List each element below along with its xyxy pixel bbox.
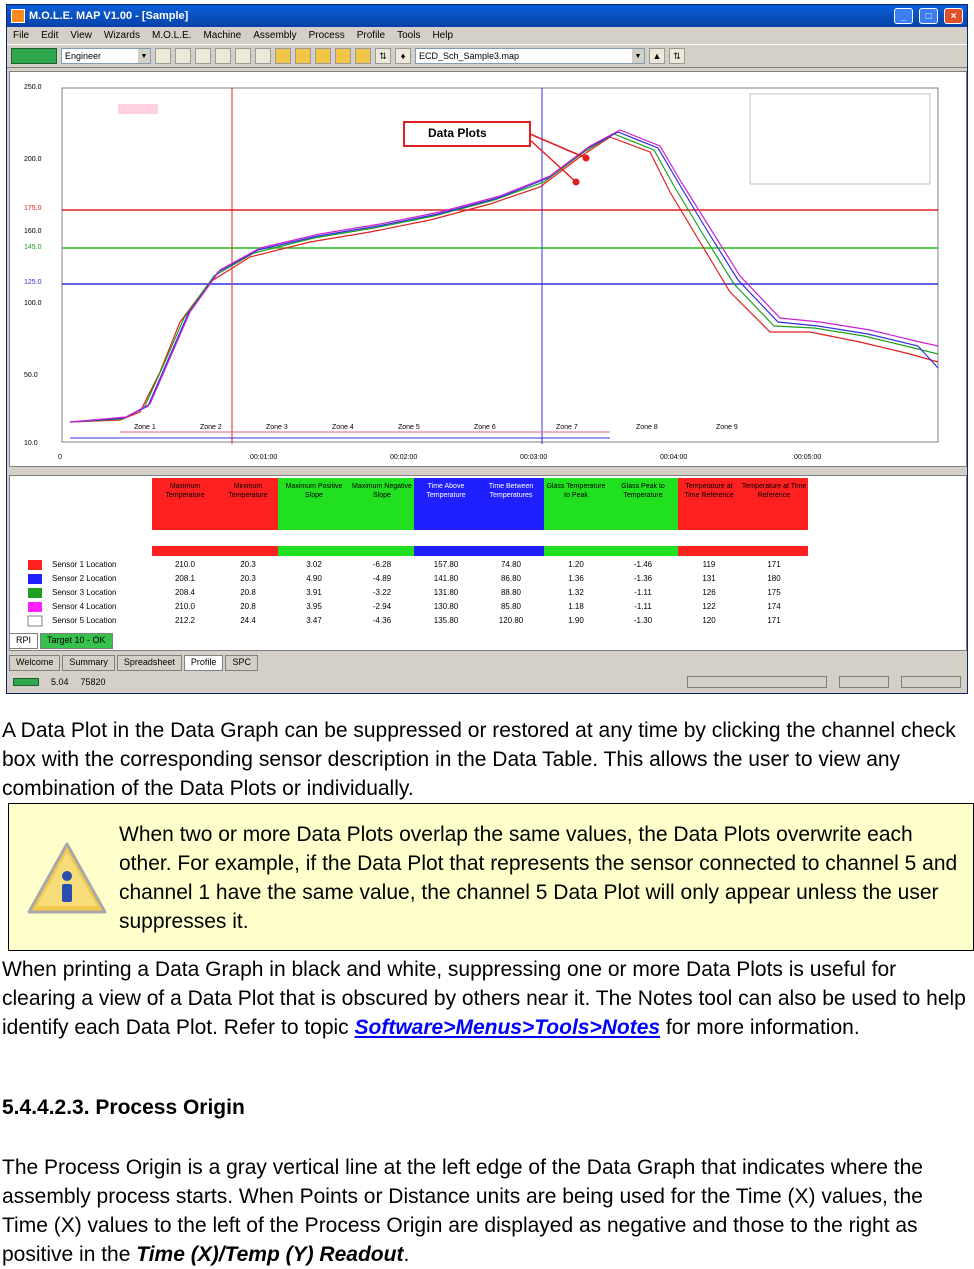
table-row[interactable] [52,560,117,569]
nav-sort-icon[interactable]: ⇅ [669,48,685,64]
table-cell: 208.1 [174,574,196,583]
status-value: 75820 [80,677,106,687]
menu-tools[interactable]: Tools [397,30,421,41]
x-tick-4: 00:04:00 [660,454,688,461]
table-cell: 131.80 [433,588,459,597]
y-tick-175: 175.0 [24,205,42,212]
title-bar [7,5,967,27]
paragraph-printing-end: for more information. [660,1016,860,1039]
table-icon[interactable] [335,48,351,64]
login-button[interactable] [11,48,57,64]
menu-help[interactable]: Help [432,30,454,41]
table-cell: 119 [702,560,716,569]
table-cell: -6.28 [372,560,392,569]
column-header[interactable]: Maximum Positive Slope [285,483,343,499]
row-label: Sensor 4 Location [52,602,117,611]
table-cell: 3.91 [306,588,322,597]
table-cell: 180 [767,574,781,583]
y-tick-250: 250.0 [24,84,42,91]
table-cell: 174 [767,602,781,611]
section-heading: 5.4.4.2.3. Process Origin [2,1096,245,1119]
status-bar [9,673,967,691]
paragraph-process-origin [2,1153,974,1269]
table-cell: 120 [702,616,716,625]
table-cell: 20.3 [240,560,256,569]
zone-7-label: Zone 7 [556,424,578,431]
table-cell: -1.11 [634,588,652,597]
chart-icon[interactable] [315,48,331,64]
zone-3-label: Zone 3 [266,424,288,431]
info-note [8,803,974,951]
zone-2-label: Zone 2 [200,424,222,431]
data-table[interactable] [9,475,967,651]
minimize-button[interactable]: _ [894,8,913,24]
y-tick-200: 200.0 [24,156,42,163]
pin-icon[interactable]: ♦ [395,48,411,64]
row-label: Sensor 3 Location [52,588,117,597]
print-icon[interactable] [215,48,231,64]
menu-assembly[interactable]: Assembly [253,30,297,41]
table-cell: 3.95 [306,602,322,611]
table-cell: 120.80 [498,616,524,625]
table-cell: -2.94 [372,602,392,611]
table-cell: 171 [767,616,781,625]
notes-topic-link[interactable]: Software>Menus>Tools>Notes [354,1016,661,1039]
menu-file[interactable]: File [13,30,30,41]
table-cell: 1.20 [568,560,584,569]
settings-icon[interactable] [355,48,371,64]
table-cell: 210.0 [174,560,196,569]
tab-target[interactable]: Target 10 - OK [40,633,113,649]
tab-welcome[interactable]: Welcome [9,655,60,671]
table-cell: 122 [702,602,716,611]
folder-icon[interactable] [275,48,291,64]
column-header[interactable]: Maximum Negative Slope [352,483,412,499]
paragraph-data-plot: A Data Plot in the Data Graph can be suppressed or restored at any time by clicking the channel check box with the corresponding sensor description in the Data Table. This allows the user to view any combination of the Data Plots or individually. [2,719,956,800]
table-cell: 171 [767,560,781,569]
notes-icon[interactable] [295,48,311,64]
menu-process[interactable]: Process [308,30,345,41]
zoom-in-icon[interactable] [235,48,251,64]
table-cell: 1.18 [568,602,584,611]
paragraph-printing [2,955,974,1042]
app-screenshot [6,4,968,694]
paragraph-origin-end: . [403,1243,410,1266]
tab-spc[interactable]: SPC [225,655,258,671]
status-panel-2 [839,676,889,688]
row-label: Sensor 5 Location [52,616,117,625]
table-cell: 175 [767,588,781,597]
info-icon [25,840,109,916]
chevron-down-icon: ▼ [138,49,150,63]
table-cell: 141.80 [433,574,459,583]
x-tick-0: 0 [58,454,62,461]
paragraph-printing-text: When printing a Data Graph in black and white, suppressing one or more Data Plots is useful for clearing a view of a Data Plot that is obscured by others near it. The Notes tool can also be used to help identify each Data Plot. Refer to topic [2,958,966,1039]
column-header[interactable]: Time Between Temperatures [488,483,534,499]
menu-view[interactable]: View [70,30,92,41]
table-cell: -4.36 [372,616,392,625]
table-cell: 208.4 [174,588,196,597]
table-cell: 1.36 [568,574,584,583]
tab-profile[interactable]: Profile [184,655,224,671]
zone-1-label: Zone 1 [134,424,156,431]
table-cell: 131 [702,574,716,583]
menu-mole[interactable]: M.O.L.E. [151,30,192,41]
y-tick-145: 145.0 [24,244,42,251]
data-graph[interactable] [9,71,967,467]
row-label: Sensor 1 Location [52,560,117,569]
y-tick-50: 50.0 [24,372,38,379]
chevron-down-icon: ▼ [632,49,644,63]
zone-8-label: Zone 8 [636,424,658,431]
table-cell: 20.3 [240,574,256,583]
y-tick-100: 100.0 [24,300,42,307]
table-cell: 4.90 [306,574,322,583]
table-cell: 130.80 [433,602,459,611]
status-panel [687,676,827,688]
data-graph-canvas [10,72,968,468]
lower-tabs [9,633,113,649]
x-tick-3: 00:03:00 [520,454,548,461]
status-panel-3 [901,676,961,688]
menu-bar [7,27,967,44]
y-tick-10: 10.0 [24,440,38,447]
note-text: When two or more Data Plots overlap the same values, the Data Plots overwrite each other. For example, if the Data Plot that represents the sensor connected to channel 5 and channel 1 have the same value, the channel 5 Data Plot will only appear unless the user suppresses it. [119,823,958,933]
table-row[interactable] [52,588,117,597]
user-select-value: Engineer [65,51,102,61]
table-cell: -1.11 [634,602,652,611]
table-row[interactable] [52,574,117,583]
x-tick-2: 00:02:00 [390,454,418,461]
save-icon[interactable] [195,48,211,64]
column-header[interactable]: Temperature at Time Reference [684,483,734,499]
tab-rpi[interactable]: RPI [9,633,38,649]
table-cell: 3.02 [306,560,322,569]
table-cell: 212.2 [174,616,196,625]
status-indicator [13,678,39,686]
table-row[interactable] [52,602,117,611]
menu-wizards[interactable]: Wizards [103,30,140,41]
window-title: M.O.L.E. MAP V1.00 - [Sample] [29,10,189,22]
zoom-out-icon[interactable] [255,48,271,64]
maximize-button[interactable]: □ [919,8,938,24]
y-tick-160: 160.0 [24,228,42,235]
table-cell: 135.80 [433,616,459,625]
paragraph-origin-text: The Process Origin is a gray vertical line at the left edge of the Data Graph that indicates where the assembly process starts. When Points or Distance units are being used for the Time (X) values, the Time (X) values to the left of the Process Origin are displayed as negative and those to the right as positive in the [2,1156,923,1266]
menu-edit[interactable]: Edit [41,30,59,41]
toolbar [7,44,967,68]
table-row[interactable] [52,616,117,625]
user-select[interactable] [61,48,151,64]
table-cell: -1.30 [633,616,653,625]
x-tick-1: 00:01:00 [250,454,278,461]
table-cell: 210.0 [174,602,196,611]
table-cell: 20.8 [240,588,256,597]
table-cell: 126 [702,588,716,597]
menu-machine[interactable]: Machine [203,30,242,41]
close-button[interactable]: × [944,8,963,24]
column-header[interactable]: Temperature at Time Reference [741,483,807,499]
column-header[interactable]: Minimum Temperature [228,483,268,499]
new-icon[interactable] [155,48,171,64]
tab-summary[interactable]: Summary [62,655,115,671]
view-tabs [9,655,258,671]
row-label: Sensor 2 Location [52,574,117,583]
menu-profile[interactable]: Profile [356,30,386,41]
app-icon [11,9,25,23]
zone-6-label: Zone 6 [474,424,496,431]
column-header[interactable]: Maximum Temperature [165,483,205,499]
table-cell: -1.46 [633,560,653,569]
column-header[interactable]: Glass Temperature to Peak [546,483,606,499]
file-select[interactable] [415,48,645,64]
table-cell: 24.4 [240,616,256,625]
table-cell: -3.22 [372,588,392,597]
table-cell: 88.80 [500,588,522,597]
column-header[interactable]: Glass Peak to Temperature [621,483,665,499]
table-cell: 74.80 [500,560,522,569]
nav-up-icon[interactable]: ▲ [649,48,665,64]
file-select-value: ECD_Sch_Sample3.map [419,51,520,61]
table-cell: 1.90 [568,616,584,625]
open-icon[interactable] [175,48,191,64]
table-cell: 86.80 [500,574,522,583]
table-cell: -4.89 [372,574,392,583]
table-cell: 1.32 [568,588,584,597]
x-tick-5: 00:05:00 [794,454,822,461]
readout-term: Time (X)/Temp (Y) Readout [136,1243,404,1266]
data-plots-callout: Data Plots [428,126,487,140]
column-header[interactable]: Time Above Temperature [426,483,466,499]
zone-4-label: Zone 4 [332,424,354,431]
status-version: 5.04 [51,677,69,687]
table-cell: 20.8 [240,602,256,611]
tab-spreadsheet[interactable]: Spreadsheet [117,655,182,671]
y-tick-125: 125.0 [24,279,42,286]
zone-5-label: Zone 5 [398,424,420,431]
table-cell: 3.47 [306,616,322,625]
zone-9-label: Zone 9 [716,424,738,431]
table-cell: -1.36 [633,574,653,583]
table-cell: 157.80 [433,560,459,569]
sort-icon[interactable]: ⇅ [375,48,391,64]
table-cell: 85.80 [500,602,522,611]
